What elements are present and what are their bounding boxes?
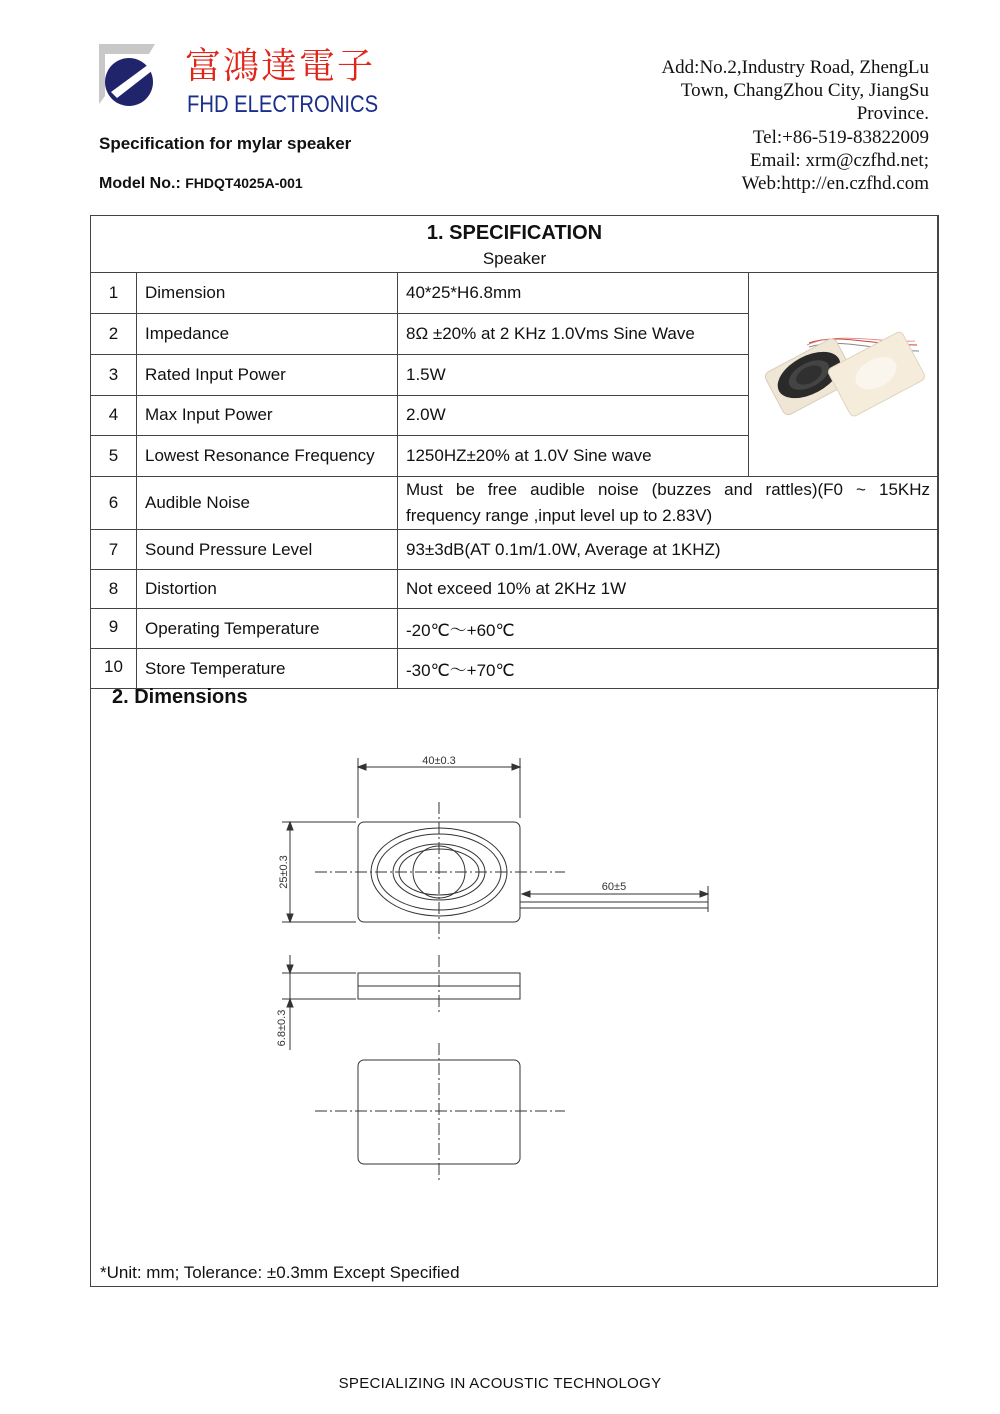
table-row <box>91 570 939 609</box>
row-number: 5 <box>91 435 137 476</box>
width-dimension-label: 40±0.3 <box>422 755 456 767</box>
specification-table <box>90 215 939 689</box>
speaker-photo <box>749 273 939 471</box>
spec-title: 1. SPECIFICATION <box>426 221 603 244</box>
row-label: Dimension <box>137 273 398 314</box>
row-label: Store Temperature <box>137 649 398 689</box>
row-number: 9 <box>91 609 137 649</box>
table-row <box>91 649 939 689</box>
row-value: 2.0W <box>398 396 749 436</box>
table-row <box>91 609 939 649</box>
model-value: FHDQT4025A-001 <box>185 175 303 191</box>
row-label: Impedance <box>137 314 398 355</box>
row-label: Rated Input Power <box>137 355 398 396</box>
row-number: 1 <box>91 273 137 314</box>
row-label: Operating Temperature <box>137 609 398 649</box>
row-number: 10 <box>91 649 137 689</box>
contact-block <box>569 56 929 195</box>
model-number <box>99 175 303 193</box>
row-value: Must be free audible noise (buzzes and rattles)(F0 ~ 15KHz frequency range ,input level up to 2.83V) <box>398 477 939 530</box>
unit-tolerance-note: *Unit: mm; Tolerance: ±0.3mm Except Specified <box>100 1263 460 1282</box>
row-number: 6 <box>91 477 137 530</box>
row-value: 1250HZ±20% at 1.0V Sine wave <box>398 435 749 476</box>
table-row <box>91 273 939 314</box>
row-label: Lowest Resonance Frequency <box>137 435 398 476</box>
row-value: Not exceed 10% at 2KHz 1W <box>398 570 939 609</box>
company-logo <box>97 38 379 118</box>
row-value: -20℃～+60℃ <box>398 609 939 649</box>
page-footer: SPECIALIZING IN ACOUSTIC TECHNOLOGY <box>338 1375 662 1392</box>
row-number: 3 <box>91 355 137 396</box>
row-label: Sound Pressure Level <box>137 530 398 570</box>
dimension-drawing <box>250 745 730 1175</box>
wire-length-label: 60±5 <box>601 881 627 893</box>
dimensions-heading: 2. Dimensions <box>112 686 248 708</box>
row-label: Distortion <box>137 570 398 609</box>
email: Email: xrm@czfhd.net; <box>750 149 929 171</box>
row-number: 7 <box>91 530 137 570</box>
row-number: 4 <box>91 396 137 436</box>
table-row <box>91 530 939 570</box>
website: Web:http://en.czfhd.com <box>741 173 929 195</box>
logo-chinese-text: 富鴻達電子 <box>185 46 376 87</box>
model-label: Model No.: <box>99 175 181 192</box>
speaker-photo-cell <box>749 273 939 477</box>
row-label: Audible Noise <box>137 477 398 530</box>
telephone: Tel:+86-519-83822009 <box>752 126 929 148</box>
row-number: 8 <box>91 570 137 609</box>
row-label: Max Input Power <box>137 396 398 436</box>
table-row <box>91 477 939 530</box>
row-value: 93±3dB(AT 0.1m/1.0W, Average at 1KHZ) <box>398 530 939 570</box>
document-title: Specification for mylar speaker <box>99 134 352 153</box>
thickness-dimension-label: 6.8±0.3 <box>276 1009 288 1047</box>
spec-header-row <box>91 216 939 273</box>
row-value: 40*25*H6.8mm <box>398 273 749 314</box>
address-line-2: Town, ChangZhou City, JiangSu <box>680 80 929 102</box>
row-value: -30℃～+70℃ <box>398 649 939 689</box>
address-line-1: Add:No.2,Industry Road, ZhengLu <box>661 57 929 78</box>
height-dimension-label: 25±0.3 <box>278 855 290 889</box>
logo-english-text: FHD ELECTRONICS <box>187 90 379 118</box>
row-value: 8Ω ±20% at 2 KHz 1.0Vms Sine Wave <box>398 314 749 355</box>
spec-subtitle: Speaker <box>482 248 547 268</box>
row-value: 1.5W <box>398 355 749 396</box>
address-line-3: Province. <box>856 103 929 125</box>
row-number: 2 <box>91 314 137 355</box>
